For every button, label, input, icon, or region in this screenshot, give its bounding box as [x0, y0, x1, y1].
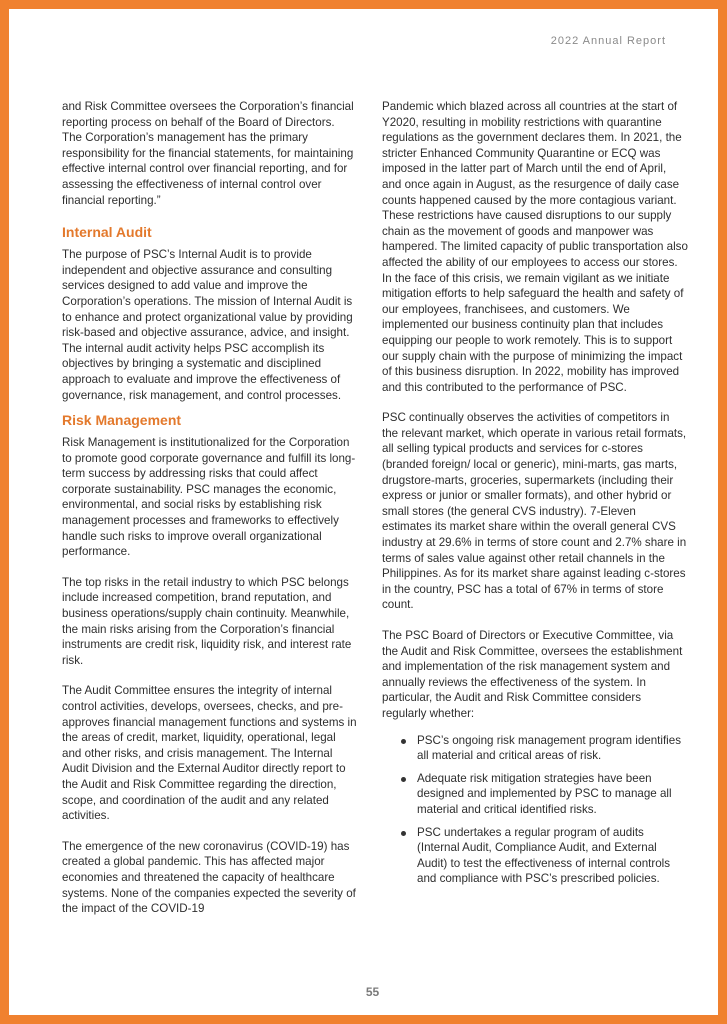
- report-title-header: 2022 Annual Report: [550, 35, 666, 47]
- left-column: [62, 99, 357, 932]
- list-item-text: Adequate risk mitigation strategies have been designed and implemented by PSC to manage all material and critical identified risks.: [417, 771, 672, 816]
- competitors-paragraph: PSC continually observes the activities of competitors in the relevant market, which operate in various retail formats, all selling typical products and services for c-stores (branded foreign/ local or generic), mini-marts, gas marts, drugstore-marts, groceries, supermarkets (including their express or junior or smaller formats), and other hybrid or small stores (the general CVS industry). 7-Eleven estimates its market share within the overall general CVS industry at 29.6% in terms of store count and 2.7% share in terms of sales value against other retail channels in the Philippines. As for its market share against leading c-stores in the country, PSC has a total of 67% in terms of store count.: [382, 411, 687, 612]
- bullet-icon: [401, 831, 406, 836]
- list-item: [417, 825, 688, 887]
- internal-audit-heading: Internal Audit: [62, 224, 152, 241]
- board-oversight-paragraph: The PSC Board of Directors or Executive Committee, via the Audit and Risk Committee, oversees the establishment and implementation of the risk management system and annually reviews the effectiveness of the system. In particular, the Audit and Risk Committee considers regularly whether:: [382, 629, 683, 720]
- intro-paragraph: and Risk Committee oversees the Corporation’s financial reporting process on behalf of the Board of Directors. The Corporation’s management has the primary responsibility for the financial statements, for maintaining effective internal control over financial reporting, and for assessing the effectiveness of internal control over financial reporting.”: [62, 100, 354, 207]
- list-item-text: PSC’s ongoing risk management program identifies all material and critical areas of risk.: [417, 733, 682, 763]
- risk-management-paragraph-4: The emergence of the new coronavirus (COVID-19) has created a global pandemic. This has affected major economies and threatened the capacity of healthcare systems. None of the companies expected the severity of the impact of the COVID-19: [62, 839, 356, 916]
- list-item: [417, 733, 688, 764]
- risk-management-paragraph-3: The Audit Committee ensures the integrity of internal control activities, develops, oversees, checks, and pre-approves financial management functions and systems in the areas of credit, market, liquidity, operational, legal and other risks, and crisis management. The Internal Audit Division and the External Auditor directly report to the Audit and Risk Committee regarding the direction, scope, and coordination of the audit and any related activities.: [62, 684, 357, 823]
- risk-management-paragraph-2: The top risks in the retail industry to which PSC belongs include increased competition, brand reputation, and business operations/supply chain continuity. Meanwhile, the main risks arising from the Corporation’s financial instruments are credit risk, liquidity risk, and interest rate risk.: [62, 575, 352, 667]
- right-column: [382, 99, 688, 894]
- audit-committee-considerations-list: [382, 733, 688, 887]
- risk-management-heading: Risk Management: [62, 412, 182, 429]
- list-item: [417, 771, 688, 818]
- bullet-icon: [401, 777, 406, 782]
- risk-management-paragraph-1: Risk Management is institutionalized for the Corporation to promote good corporate governance and fulfill its long-term success by addressing risks that could affect corporate sustainability. PSC manages the economic, environmental, and social risks by establishing risk management processes and frameworks to effectively handle such risks to improve overall organizational performance.: [62, 436, 356, 559]
- pandemic-paragraph: Pandemic which blazed across all countries at the start of Y2020, resulting in mobility restrictions with quarantine regulations as the government declares them. In 2021, the stricter Enhanced Community Quarantine or ECQ was imposed in the latter part of March until the end of April, and once again in August, as the resurgence of daily case counts happened caused by the more contagious variant. These restrictions have caused disruptions to our supply chain as the movement of goods and manpower was hampered. The limited capacity of public transportation also affected the ability of our employees to access our stores. In the face of this crisis, we remain vigilant as we initiate mitigation efforts to help safeguard the health and safety of our employees, franchisees, and customers. We implemented our business continuity plan that includes equipping our people to work remotely. This is to support our supply chain with the purpose of minimizing the impact of this business disruption. In 2022, mobility has improved and this contributed to the performance of PSC.: [382, 100, 688, 394]
- bullet-icon: [401, 739, 406, 744]
- list-item-text: PSC undertakes a regular program of audits (Internal Audit, Compliance Audit, and External Audit) to test the effectiveness of internal controls and compliance with PSC’s prescribed policies.: [417, 825, 671, 886]
- internal-audit-paragraph: The purpose of PSC’s Internal Audit is to provide independent and objective assurance and consulting services designed to add value and improve the Corporation’s operations. The mission of Internal Audit is to enhance and protect organizational value by providing risk-based and objective assurance, advice, and insight. The internal audit activity helps PSC accomplish its objectives by bringing a systematic and disciplined approach to evaluate and improve the effectiveness of governance, risk management, and control processes.: [62, 248, 353, 402]
- page-number: 55: [365, 985, 380, 999]
